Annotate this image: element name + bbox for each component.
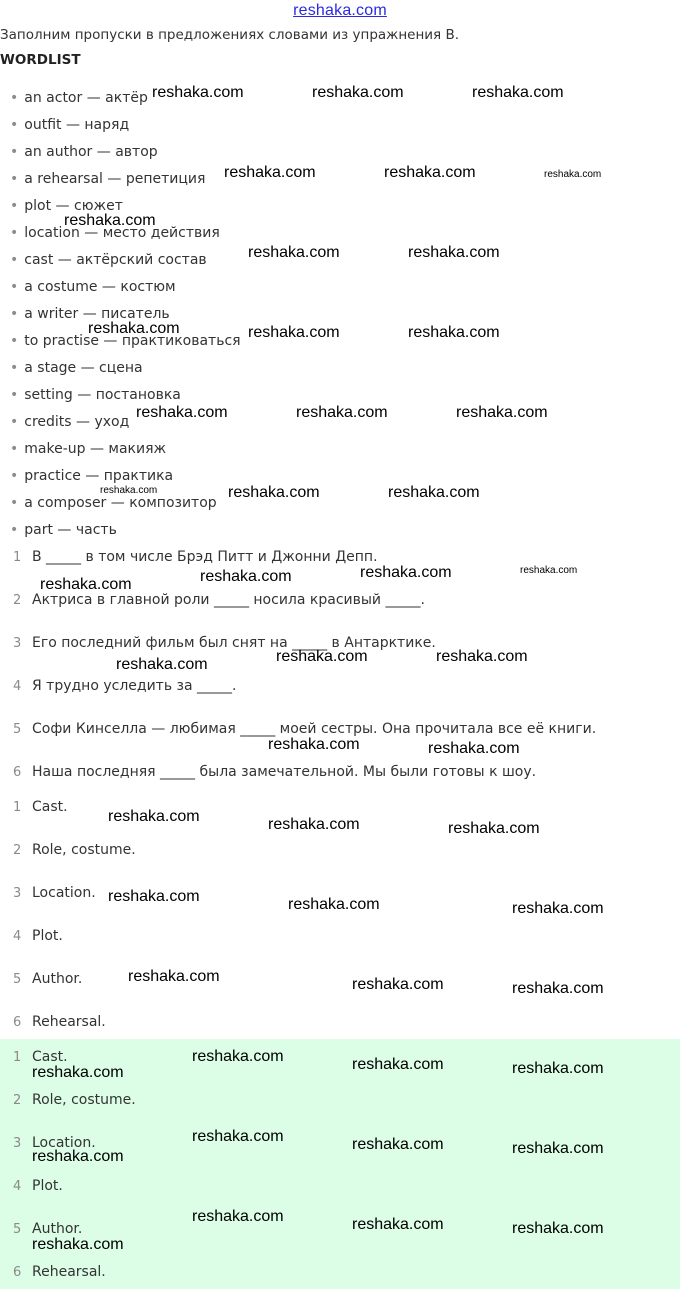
answer-text: Rehearsal. xyxy=(32,1014,106,1030)
answer-number: 6 xyxy=(13,1265,22,1280)
watermark: reshaka.com xyxy=(408,324,500,341)
exercise-sentence: Его последний фильм был снят на _____ в Антарктике. xyxy=(32,635,436,651)
bullet-icon: • xyxy=(10,144,19,160)
watermark: reshaka.com xyxy=(352,1216,444,1233)
bullet-icon: • xyxy=(10,468,19,484)
watermark: reshaka.com xyxy=(152,84,244,101)
watermark: reshaka.com xyxy=(520,565,578,576)
exercise-number: 3 xyxy=(13,636,22,651)
exercise-sentence: Актриса в главной роли _____ носила красивый _____. xyxy=(32,592,425,608)
bullet-icon: • xyxy=(10,333,19,349)
answer-number: 3 xyxy=(13,1136,22,1151)
bullet-icon: • xyxy=(10,306,19,322)
watermark: reshaka.com xyxy=(100,485,158,496)
watermark: reshaka.com xyxy=(228,484,320,501)
watermark: reshaka.com xyxy=(224,164,316,181)
bullet-icon: • xyxy=(10,198,19,214)
answer-number: 3 xyxy=(13,886,22,901)
exercise-number: 4 xyxy=(13,679,22,694)
watermark: reshaka.com xyxy=(32,1236,124,1253)
answer-number: 2 xyxy=(13,843,22,858)
answer-number: 6 xyxy=(13,1015,22,1030)
watermark: reshaka.com xyxy=(200,568,292,585)
wordlist-item: • a costume — костюм xyxy=(10,279,176,295)
wordlist-item: • a stage — сцена xyxy=(10,360,143,376)
watermark: reshaka.com xyxy=(352,1136,444,1153)
answer-text: Cast. xyxy=(32,1049,68,1065)
wordlist-item: • practice — практика xyxy=(10,468,174,484)
watermark: reshaka.com xyxy=(512,1060,604,1077)
bullet-icon: • xyxy=(10,495,19,511)
wordlist-item: • a composer — композитор xyxy=(10,495,217,511)
watermark: reshaka.com xyxy=(408,244,500,261)
exercise-number: 1 xyxy=(13,550,22,565)
watermark: reshaka.com xyxy=(384,164,476,181)
wordlist-item: • plot — сюжет xyxy=(10,198,123,214)
bullet-icon: • xyxy=(10,117,19,133)
exercise-sentence: Наша последняя _____ была замечательной. Мы были готовы к шоу. xyxy=(32,764,537,780)
wordlist-item: • cast — актёрский состав xyxy=(10,252,207,268)
watermark: reshaka.com xyxy=(436,648,528,665)
answer-number: 4 xyxy=(13,1179,22,1194)
bullet-icon: • xyxy=(10,225,19,241)
answer-text: Rehearsal. xyxy=(32,1264,106,1280)
answer-text: Location. xyxy=(32,885,96,901)
bullet-icon: • xyxy=(10,171,19,187)
watermark: reshaka.com xyxy=(472,84,564,101)
bullet-icon: • xyxy=(10,387,19,403)
watermark: reshaka.com xyxy=(312,84,404,101)
watermark: reshaka.com xyxy=(268,736,360,753)
watermark: reshaka.com xyxy=(88,320,180,337)
wordlist-item: • part — часть xyxy=(10,522,117,538)
watermark: reshaka.com xyxy=(248,324,340,341)
watermark: reshaka.com xyxy=(428,740,520,757)
watermark: reshaka.com xyxy=(40,576,132,593)
exercise-sentence: Софи Кинселла — любимая _____ моей сестры. Она прочитала все её книги. xyxy=(32,721,597,737)
site-link[interactable]: reshaka.com xyxy=(293,2,387,19)
bullet-icon: • xyxy=(10,90,19,106)
answer-number: 1 xyxy=(13,1050,22,1065)
watermark: reshaka.com xyxy=(448,820,540,837)
watermark: reshaka.com xyxy=(136,404,228,421)
wordlist-item: • a rehearsal — репетиция xyxy=(10,171,206,187)
watermark: reshaka.com xyxy=(116,656,208,673)
wordlist-title: WORDLIST xyxy=(0,52,81,68)
wordlist-item: • to practise — практиковаться xyxy=(10,333,241,349)
watermark: reshaka.com xyxy=(352,976,444,993)
answer-text: Role, costume. xyxy=(32,1092,136,1108)
watermark: reshaka.com xyxy=(352,1056,444,1073)
watermark: reshaka.com xyxy=(456,404,548,421)
watermark: reshaka.com xyxy=(296,404,388,421)
watermark: reshaka.com xyxy=(108,888,200,905)
answer-number: 5 xyxy=(13,972,22,987)
answer-text: Author. xyxy=(32,971,83,987)
bullet-icon: • xyxy=(10,279,19,295)
exercise-number: 5 xyxy=(13,722,22,737)
wordlist-item: • make-up — макияж xyxy=(10,441,167,457)
wordlist-item: • location — место действия xyxy=(10,225,220,241)
answer-number: 5 xyxy=(13,1222,22,1237)
watermark: reshaka.com xyxy=(288,896,380,913)
wordlist-item: • a writer — писатель xyxy=(10,306,170,322)
watermark: reshaka.com xyxy=(32,1148,124,1165)
answer-text: Cast. xyxy=(32,799,68,815)
watermark: reshaka.com xyxy=(248,244,340,261)
exercise-sentence: В _____ в том числе Брэд Питт и Джонни Депп. xyxy=(32,549,378,565)
watermark: reshaka.com xyxy=(128,968,220,985)
exercise-sentence: Я трудно уследить за _____. xyxy=(32,678,237,694)
watermark: reshaka.com xyxy=(512,900,604,917)
exercise-number: 6 xyxy=(13,765,22,780)
watermark: reshaka.com xyxy=(276,648,368,665)
watermark: reshaka.com xyxy=(544,169,602,180)
bullet-icon: • xyxy=(10,252,19,268)
answer-text: Plot. xyxy=(32,928,63,944)
wordlist-item: • an author — автор xyxy=(10,144,158,160)
watermark: reshaka.com xyxy=(512,1140,604,1157)
watermark: reshaka.com xyxy=(32,1064,124,1081)
wordlist-item: • outfit — наряд xyxy=(10,117,130,133)
wordlist-item: • an actor — актёр xyxy=(10,90,148,106)
watermark: reshaka.com xyxy=(512,1220,604,1237)
watermark: reshaka.com xyxy=(512,980,604,997)
watermark: reshaka.com xyxy=(268,816,360,833)
answer-number: 4 xyxy=(13,929,22,944)
watermark: reshaka.com xyxy=(64,212,156,229)
watermark: reshaka.com xyxy=(192,1128,284,1145)
answer-number: 1 xyxy=(13,800,22,815)
watermark: reshaka.com xyxy=(192,1048,284,1065)
watermark: reshaka.com xyxy=(108,808,200,825)
bullet-icon: • xyxy=(10,441,19,457)
bullet-icon: • xyxy=(10,360,19,376)
watermark: reshaka.com xyxy=(388,484,480,501)
answer-text: Author. xyxy=(32,1221,83,1237)
bullet-icon: • xyxy=(10,522,19,538)
wordlist-item: • credits — уход xyxy=(10,414,130,430)
answer-text: Plot. xyxy=(32,1178,63,1194)
answer-text: Role, costume. xyxy=(32,842,136,858)
task-instruction: Заполним пропуски в предложениях словами из упражнения B. xyxy=(0,27,460,43)
answer-number: 2 xyxy=(13,1093,22,1108)
watermark: reshaka.com xyxy=(360,564,452,581)
bullet-icon: • xyxy=(10,414,19,430)
wordlist-item: • setting — постановка xyxy=(10,387,181,403)
exercise-number: 2 xyxy=(13,593,22,608)
answer-text: Location. xyxy=(32,1135,96,1151)
watermark: reshaka.com xyxy=(192,1208,284,1225)
